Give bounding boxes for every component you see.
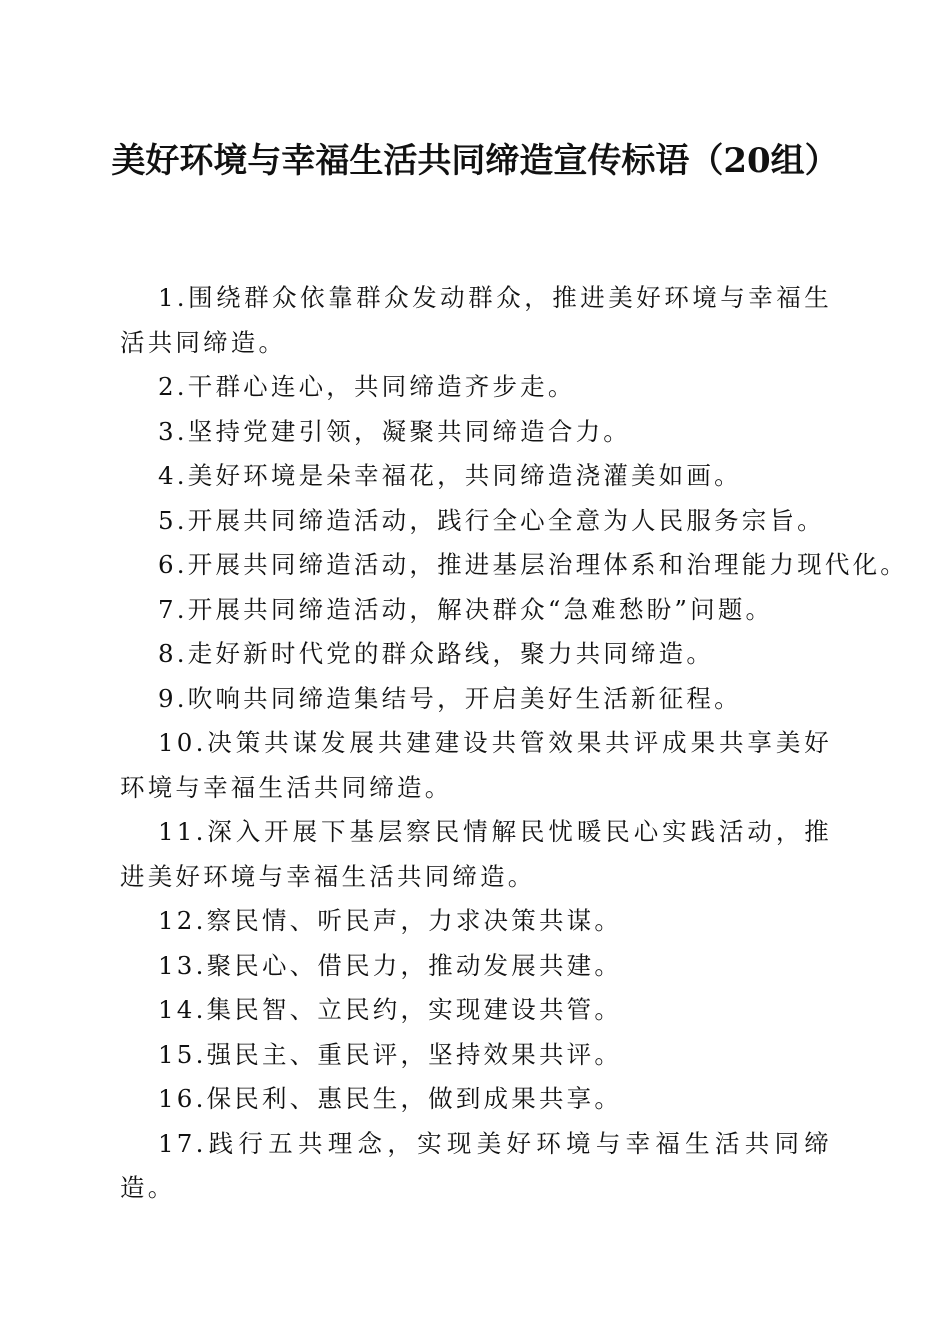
slogan-item-16: 16.保民利、惠民生，做到成果共享。 — [158, 1084, 623, 1113]
slogan-item-7: 7.开展共同缔造活动，解决群众“急难愁盼”问题。 — [158, 594, 774, 624]
slogan-item-2: 2.干群心连心，共同缔造齐步走。 — [158, 372, 576, 401]
slogan-item-13: 13.聚民心、借民力，推动发展共建。 — [158, 950, 623, 980]
slogan-item-12: 12.察民情、听民声，力求决策共谋。 — [158, 906, 623, 935]
slogan-item-9: 9.吹响共同缔造集结号，开启美好生活新征程。 — [158, 683, 742, 713]
slogan-item-8: 8.走好新时代党的群众路线，聚力共同缔造。 — [158, 639, 715, 668]
slogan-item-11: 11.深入开展下基层察民情解民忧暖民心实践活动，推进美好环境与幸福生活共同缔造。 — [120, 817, 832, 891]
slogan-item-14: 14.集民智、立民约，实现建设共管。 — [158, 995, 623, 1024]
slogan-item-5: 5.开展共同缔造活动，践行全心全意为人民服务宗旨。 — [158, 505, 825, 535]
slogan-item-15: 15.强民主、重民评，坚持效果共评。 — [158, 1039, 623, 1069]
slogan-item-17: 17.践行五共理念，实现美好环境与幸福生活共同缔造。 — [120, 1128, 832, 1202]
slogan-list — [120, 276, 908, 1211]
slogan-item-10: 10.决策共谋发展共建建设共管效果共评成果共享美好环境与幸福生活共同缔造。 — [120, 728, 832, 802]
slogan-item-4: 4.美好环境是朵幸福花，共同缔造浇灌美如画。 — [158, 461, 742, 490]
document-title: 美好环境与幸福生活共同缔造宣传标语（20组） — [111, 141, 839, 181]
slogan-item-3: 3.坚持党建引领，凝聚共同缔造合力。 — [158, 416, 631, 446]
slogan-item-6: 6.开展共同缔造活动，推进基层治理体系和治理能力现代化。 — [158, 550, 908, 579]
slogan-item-1: 1.围绕群众依靠群众发动群众，推进美好环境与幸福生活共同缔造。 — [120, 283, 832, 357]
